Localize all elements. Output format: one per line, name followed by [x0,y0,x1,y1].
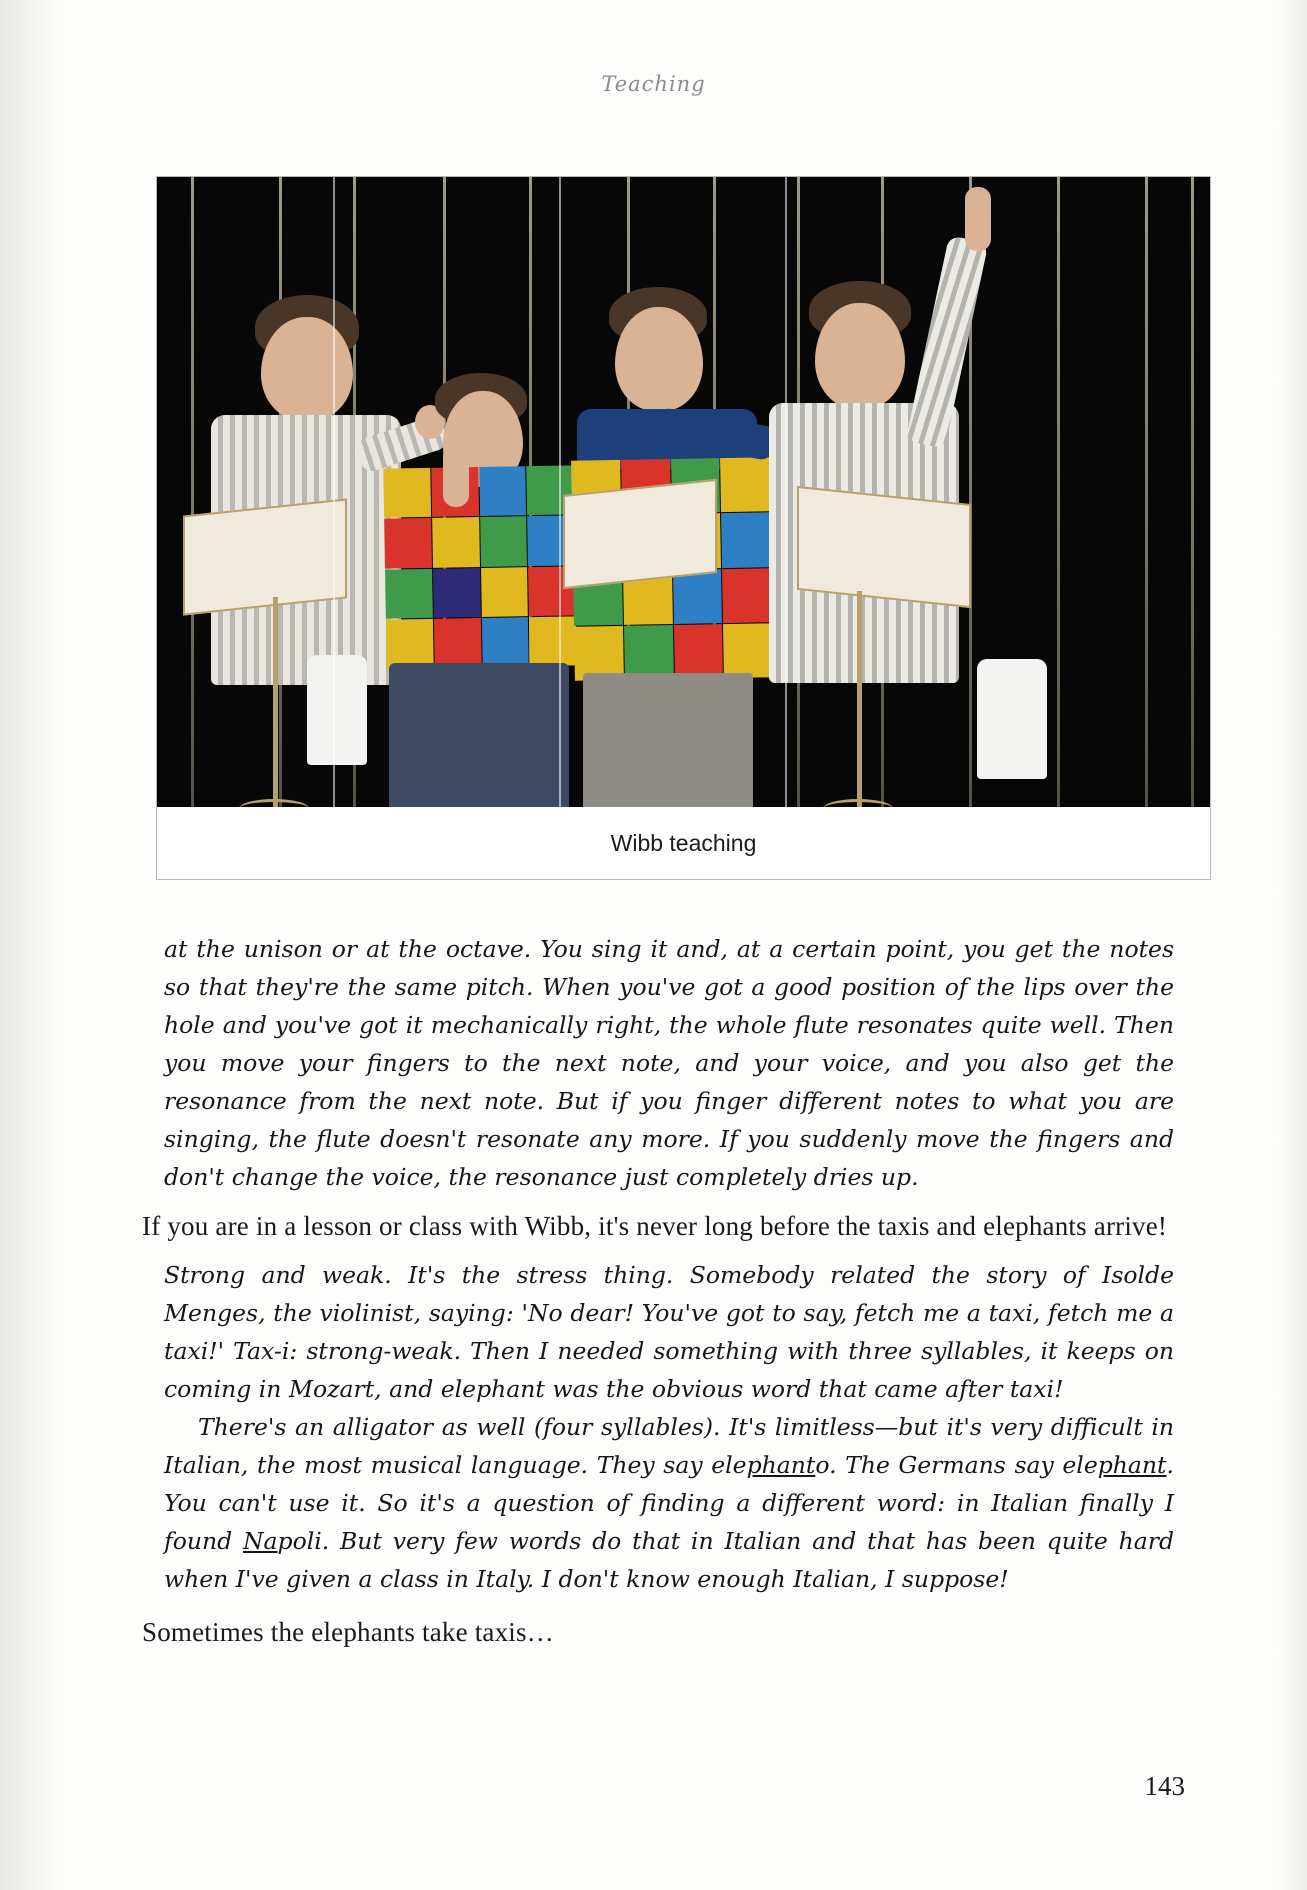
block-quote-1: at the unison or at the octave. You sing it and, at a certain point, you get the notes so that they're the same pitch. When you've got a good position of the lips over the hole and you've got it mechanically right, the whole flute resonates quite well. Then you move your fingers to the next note, and your voice, and you also get the resonance from the next note. But if you finger different notes to what you are singing, the flute doesn't resonate any more. If you suddenly move the fingers and don't change the voice, the resonance just completely dries up. [164,935,1174,1191]
quote-3-underline-3: Na [242,1527,278,1555]
narration-paragraph-1: If you are in a lesson or class with Wibb, it's never long before the taxis and elephants arrive! [142,1211,1168,1241]
photograph [157,177,1210,807]
figure-wibb-teaching [156,176,1211,880]
block-quote-2: Strong and weak. It's the stress thing. Somebody related the story of Isolde Menges, the violinist, saying: 'No dear! You've got to say, fetch me a taxi, fetch me a taxi!' Tax-i: strong-weak. Then I needed something with three syllables, it keeps on coming in Mozart, and elephant was the obvious word that came after taxi! [164,1261,1174,1403]
narration-paragraph-2: Sometimes the elephants take taxis… [142,1617,554,1647]
running-head: Teaching [601,72,706,96]
quote-3-part-b: o. The Germans say ele [815,1451,1098,1479]
quote-3-part-d: poli. But very few words do that in Italian and that has been quite hard when I've given a class in Italy. I don't know enough Italian, I suppose! [164,1527,1174,1593]
block-quote-3 [164,1408,1174,1598]
figure-caption: Wibb teaching [157,807,1210,879]
quote-3-part-c: . You can't use it. So it's a question of finding a different word: in Italian finally I found [164,1451,1174,1555]
quote-3-underline-2: phant [1097,1451,1167,1479]
quote-3-underline-1: phant [746,1451,816,1479]
page-body [116,930,1196,1652]
quote-3-part-a: There's an alligator as well (four syllables). It's limitless—but it's very difficult in Italian, the most musical language. They say ele [164,1413,1174,1479]
page-number: 143 [1144,1771,1185,1801]
